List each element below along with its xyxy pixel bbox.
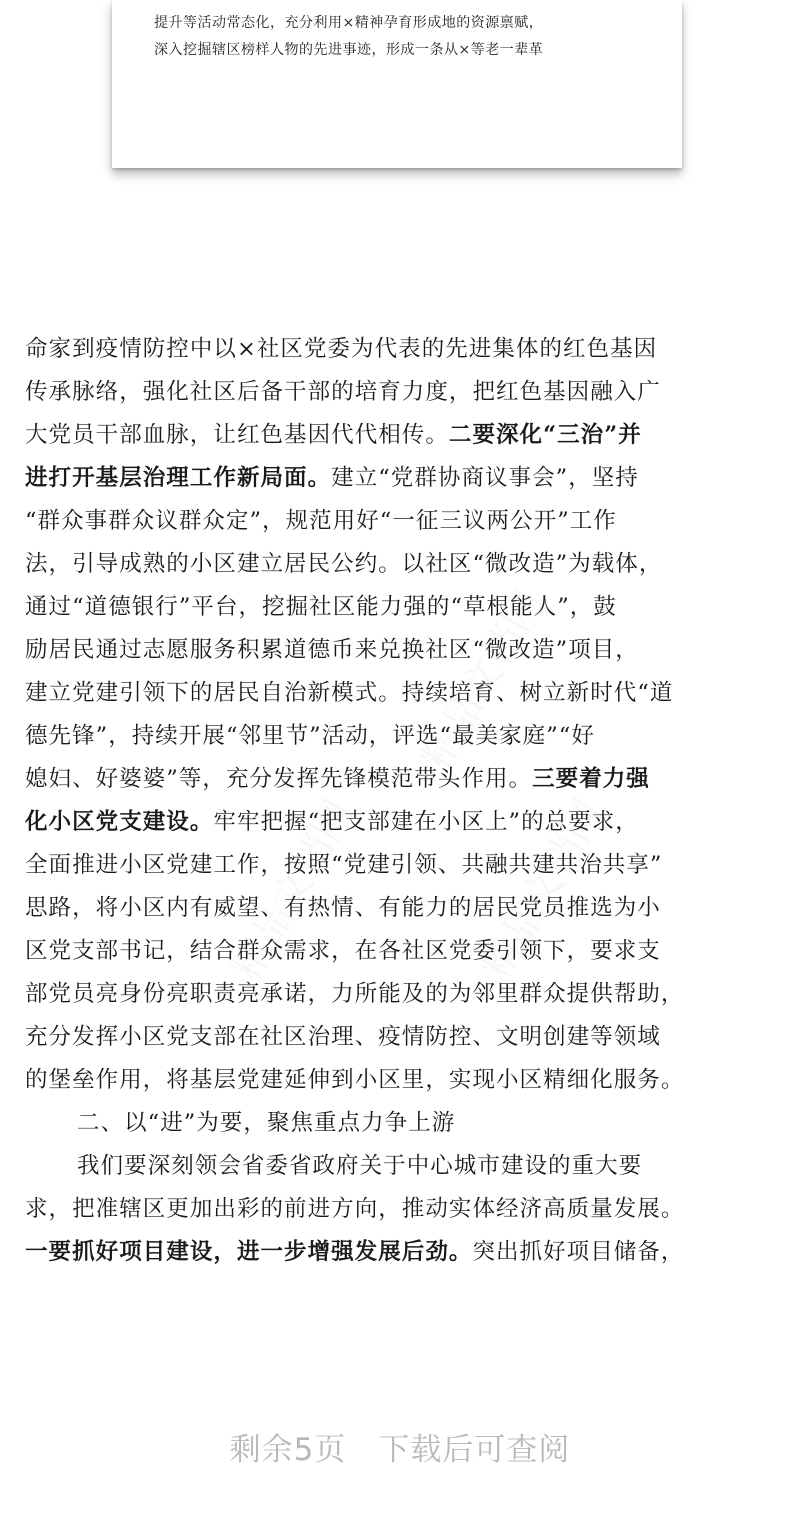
text-segment: 牢牢把握“把支部建在小区上”的总要求， — [213, 809, 639, 835]
text-line — [25, 1102, 785, 1145]
text-segment: 突出抓好项目储备， — [472, 1239, 685, 1265]
bold-text-segment: 化小区党支建设。 — [25, 809, 214, 835]
bold-text-segment: 一要抓好项目建设，进一步增强发展后劲。 — [25, 1239, 473, 1265]
preview-line-2: 深入挖掘辖区榜样人物的先进事迹，形成一条从×等老一辈革 — [154, 42, 544, 58]
text-segment: 法，引导成熟的小区建立居民公约。以社区“微改造”为载体， — [25, 551, 663, 577]
text-line — [25, 500, 785, 543]
text-line — [25, 844, 785, 887]
bold-text-segment: 进打开基层治理工作新局面。 — [25, 465, 332, 491]
text-line — [25, 758, 785, 801]
text-line — [25, 414, 785, 457]
preview-line-1: 提升等活动常态化，充分利用×精神孕育形成地的资源禀赋， — [154, 15, 544, 31]
text-segment: 思路，将小区内有威望、有热情、有能力的居民党员推选为小 — [25, 895, 661, 921]
text-line — [25, 1231, 785, 1274]
text-segment: 建立“党群协商议事会”，坚持 — [331, 465, 639, 491]
text-segment: 充分发挥小区党支部在社区治理、疫情防控、文明创建等领域 — [25, 1024, 661, 1050]
text-segment: 传承脉络，强化社区后备干部的培育力度，把红色基因融入广 — [25, 379, 661, 405]
text-segment: “群众事群众议群众定”，规范用好“一征三议两公开”工作 — [25, 508, 617, 534]
bold-text-segment: 二要深化“三治”并 — [448, 422, 642, 448]
text-line — [25, 715, 785, 758]
remaining-pages-label: 剩余5页 — [229, 1432, 347, 1468]
text-segment: 励居民通过志愿服务积累道德币来兑换社区“微改造”项目， — [25, 637, 639, 663]
text-line — [25, 371, 785, 414]
text-line — [25, 328, 785, 371]
text-segment: 建立党建引领下的居民自治新模式。持续培育、树立新时代“道 — [25, 680, 674, 706]
text-segment: 二、以“进”为要，聚焦重点力争上游 — [77, 1110, 456, 1136]
text-line — [25, 1188, 785, 1231]
text-segment: 命家到疫情防控中以×社区党委为代表的先进集体的红色基因 — [25, 336, 658, 362]
text-line — [25, 1145, 785, 1188]
text-line — [25, 801, 785, 844]
text-segment: 全面推进小区党建工作，按照“党建引领、共融共建共治共享” — [25, 852, 663, 878]
text-line — [25, 586, 785, 629]
text-line — [25, 1059, 785, 1102]
document-body — [25, 328, 785, 1274]
text-line — [25, 629, 785, 672]
text-segment: 我们要深刻领会省委省政府关于中心城市建设的重大要 — [77, 1153, 643, 1179]
text-segment: 通过“道德银行”平台，挖掘社区能力强的“草根能人”，鼓 — [25, 594, 617, 620]
text-line — [25, 543, 785, 586]
text-segment: 德先锋”，持续开展“邻里节”活动，评选“最美家庭”“好 — [25, 723, 595, 749]
text-line — [25, 930, 785, 973]
download-to-read-label: 下载后可查阅 — [378, 1432, 571, 1468]
text-line — [25, 672, 785, 715]
bold-text-segment: 三要着力强 — [532, 766, 650, 792]
text-segment: 媳妇、好婆婆”等，充分发挥先锋模范带头作用。 — [25, 766, 533, 792]
text-segment: 区党支部书记，结合群众需求，在各社区党委引领下，要求支 — [25, 938, 661, 964]
text-segment: 大党员干部血脉，让红色基因代代相传。 — [25, 422, 449, 448]
text-line — [25, 887, 785, 930]
download-prompt[interactable] — [0, 1424, 800, 1469]
text-line — [25, 457, 785, 500]
text-line — [25, 1016, 785, 1059]
text-segment: 部党员亮身份亮职责亮承诺，力所能及的为邻里群众提供帮助， — [25, 981, 685, 1007]
text-segment: 求，把准辖区更加出彩的前进方向，推动实体经济高质量发展。 — [25, 1196, 685, 1222]
previous-page-card — [112, 0, 682, 168]
text-line — [25, 973, 785, 1016]
text-segment: 的堡垒作用，将基层党建延伸到小区里，实现小区精细化服务。 — [25, 1067, 685, 1093]
